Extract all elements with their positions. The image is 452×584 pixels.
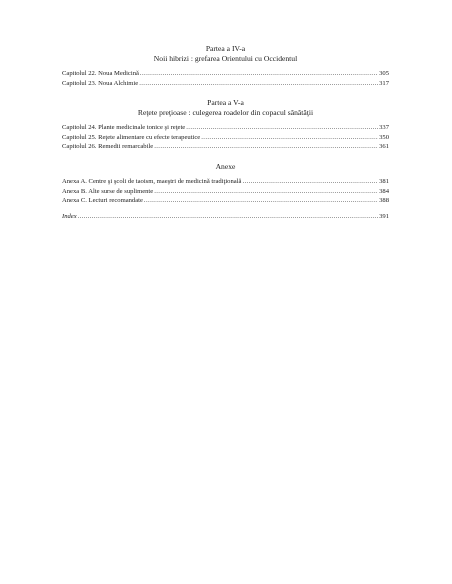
dot-leader [154,142,378,152]
toc-entry-chapter-25 [62,133,389,143]
toc-entry-page: 384 [379,187,389,195]
part-5-section [62,98,389,152]
dot-leader [139,79,378,89]
dot-leader [242,177,378,187]
toc-entry-page: 388 [379,197,389,205]
part-5-title: Partea a V-a [207,98,244,108]
toc-entry-chapter-22 [62,69,389,79]
annexes-section [62,162,389,221]
part-5-entries [62,123,389,152]
toc-entry-page: 317 [379,79,389,87]
toc-entry-label: Capitolul 24. Plante medicinale tonice şi reţete [62,124,186,132]
toc-entry-label: Anexa A. Centre şi şcoli de taoism, maeştri de medicină tradiţională [62,177,242,185]
dot-leader [201,133,378,143]
table-of-contents [62,44,389,231]
toc-entry-annex-b [62,187,389,197]
toc-entry-chapter-26 [62,142,389,152]
toc-entry-page: 361 [379,143,389,151]
toc-entry-page: 350 [379,133,389,141]
dot-leader [154,187,378,197]
part-4-title: Partea a IV-a [205,44,246,53]
dot-leader [78,212,378,222]
dot-leader [144,196,378,206]
toc-entry-index [62,212,389,222]
toc-entry-label: Capitolul 22. Noua Medicină [62,70,139,77]
part-4-section [62,44,389,88]
toc-entry-label: Index [62,212,77,220]
annexes-title: Anexe [215,161,236,171]
toc-entry-label: Capitolul 23. Noua Alchimie [62,79,139,87]
part-4-entries [62,69,389,88]
toc-entry-page: 337 [379,124,389,132]
toc-entry-label: Anexa C. Lecturi recomandate [62,197,143,205]
dot-leader [140,69,378,79]
toc-entry-annex-c [62,196,389,206]
toc-entry-chapter-23 [62,79,389,89]
toc-entry-page: 381 [379,177,389,185]
toc-entry-annex-a [62,177,389,187]
toc-entry-page: 391 [379,212,389,220]
toc-entry-label: Anexa B. Alte surse de suplimente [62,187,154,195]
annexes-entries [62,177,389,206]
toc-entry-chapter-24 [62,123,389,133]
dot-leader [186,123,378,133]
toc-entry-label: Capitolul 26. Remedii remarcabile [62,143,154,151]
toc-entry-page: 305 [379,70,389,77]
part-5-subtitle: Reţete preţioase : culegerea roadelor din copacul sănătăţii [137,108,314,118]
toc-entry-label: Capitolul 25. Reţete alimentare cu efecte terapeutice [62,133,201,141]
part-4-subtitle: Noii hibrizi : grefarea Orientului cu Occidentul [153,54,298,63]
